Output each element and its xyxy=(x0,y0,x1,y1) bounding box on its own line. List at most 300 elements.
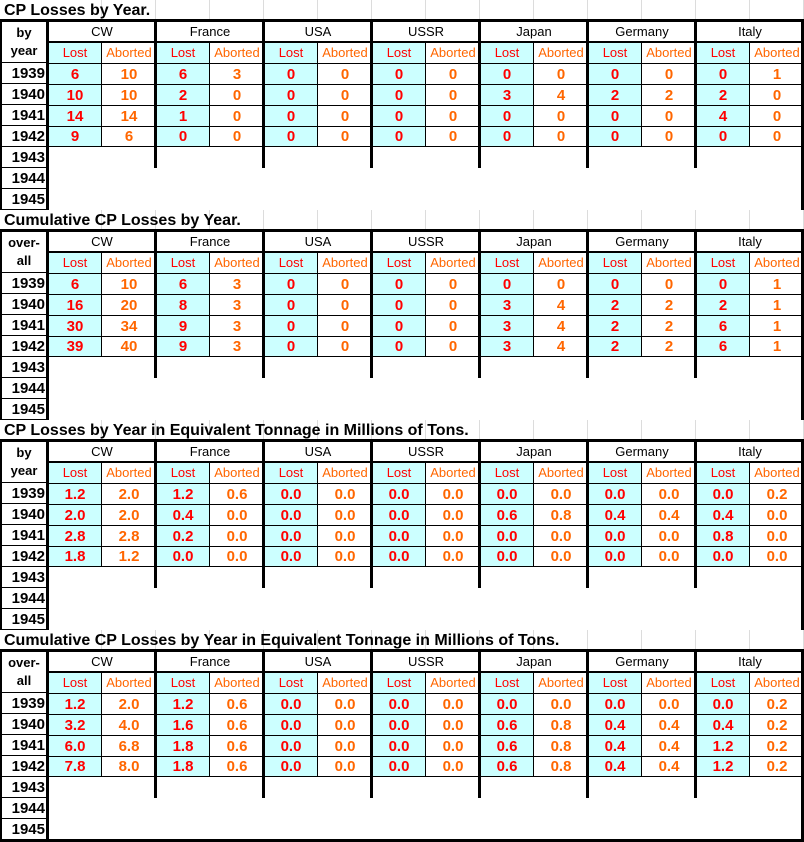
aborted-column-header: Aborted xyxy=(322,465,368,480)
column-divider xyxy=(101,462,102,567)
aborted-column-header: Aborted xyxy=(322,255,368,270)
aborted-column-header: Aborted xyxy=(214,675,260,690)
lost-value-cell: 0.0 xyxy=(588,483,642,504)
year-column-border xyxy=(46,21,49,210)
aborted-value-cell: 0 xyxy=(426,315,480,336)
aborted-column-header: Aborted xyxy=(106,465,152,480)
aborted-value-cell: 3 xyxy=(210,273,264,294)
lost-value-cell: 2 xyxy=(588,336,642,357)
year-label: 1942 xyxy=(0,126,48,147)
lost-value-cell: 2.0 xyxy=(48,504,102,525)
aborted-value-cell: 0.8 xyxy=(534,714,588,735)
aborted-column-header: Aborted xyxy=(214,255,260,270)
lost-value-cell: 0 xyxy=(588,126,642,147)
column-divider xyxy=(101,672,102,777)
aborted-value-cell: 0.0 xyxy=(318,525,372,546)
aborted-value-cell: 0 xyxy=(426,336,480,357)
lost-value-cell: 0 xyxy=(264,336,318,357)
country-header-france: France xyxy=(156,651,264,672)
column-divider xyxy=(749,672,750,777)
lost-value-cell: 1.8 xyxy=(48,546,102,567)
aborted-value-cell: 0 xyxy=(750,84,804,105)
country-header-italy: Italy xyxy=(696,231,804,252)
aborted-column-header: Aborted xyxy=(646,675,692,690)
country-header-france: France xyxy=(156,21,264,42)
lost-column-header: Lost xyxy=(48,42,102,63)
year-label: 1939 xyxy=(0,63,48,84)
country-header-japan: Japan xyxy=(480,21,588,42)
lost-value-cell: 0.6 xyxy=(480,504,534,525)
aborted-value-cell: 0 xyxy=(534,63,588,84)
country-divider xyxy=(154,651,157,798)
lost-value-cell: 10 xyxy=(48,84,102,105)
year-label: 1939 xyxy=(0,483,48,504)
aborted-value-cell: 0.0 xyxy=(534,546,588,567)
lost-value-cell: 0.0 xyxy=(588,525,642,546)
year-label: 1944 xyxy=(0,798,48,819)
lost-column-header: Lost xyxy=(696,42,750,63)
country-divider xyxy=(586,651,589,798)
country-divider xyxy=(154,441,157,588)
column-divider xyxy=(641,672,642,777)
row-header-label-line: by xyxy=(16,24,32,40)
year-column-border xyxy=(46,441,49,630)
lost-value-cell: 0.0 xyxy=(372,525,426,546)
country-divider xyxy=(262,441,265,588)
lost-value-cell: 4 xyxy=(696,105,750,126)
aborted-value-cell: 3 xyxy=(210,336,264,357)
lost-value-cell: 1.2 xyxy=(696,756,750,777)
lost-value-cell: 0 xyxy=(372,315,426,336)
column-divider xyxy=(209,252,210,357)
aborted-value-cell: 0 xyxy=(642,63,696,84)
lost-value-cell: 0.4 xyxy=(588,756,642,777)
year-label: 1941 xyxy=(0,525,48,546)
lost-value-cell: 0 xyxy=(264,315,318,336)
lost-value-cell: 0.6 xyxy=(480,714,534,735)
aborted-value-cell: 2.0 xyxy=(102,693,156,714)
lost-value-cell: 0 xyxy=(264,273,318,294)
aborted-value-cell: 0.0 xyxy=(426,714,480,735)
column-divider xyxy=(425,252,426,357)
column-divider xyxy=(209,462,210,567)
year-label: 1941 xyxy=(0,315,48,336)
header-divider xyxy=(48,252,804,253)
lost-column-header: Lost xyxy=(156,672,210,693)
lost-value-cell: 0.4 xyxy=(696,714,750,735)
aborted-column-header: Aborted xyxy=(322,675,368,690)
lost-value-cell: 0.4 xyxy=(696,504,750,525)
lost-value-cell: 3 xyxy=(480,294,534,315)
aborted-value-cell: 1 xyxy=(750,63,804,84)
year-label: 1942 xyxy=(0,546,48,567)
aborted-value-cell: 0.4 xyxy=(642,735,696,756)
row-header-label xyxy=(0,651,48,693)
aborted-column-header: Aborted xyxy=(646,465,692,480)
lost-value-cell: 3 xyxy=(480,315,534,336)
year-label: 1945 xyxy=(0,609,48,630)
lost-column-header: Lost xyxy=(372,462,426,483)
aborted-value-cell: 0 xyxy=(426,126,480,147)
aborted-value-cell: 0 xyxy=(318,105,372,126)
lost-value-cell: 0.0 xyxy=(372,756,426,777)
lost-value-cell: 14 xyxy=(48,105,102,126)
year-label: 1944 xyxy=(0,588,48,609)
lost-column-header: Lost xyxy=(264,672,318,693)
country-header-germany: Germany xyxy=(588,21,696,42)
year-label: 1942 xyxy=(0,336,48,357)
lost-value-cell: 3.2 xyxy=(48,714,102,735)
aborted-value-cell: 0.2 xyxy=(750,756,804,777)
lost-column-header: Lost xyxy=(588,672,642,693)
country-divider xyxy=(694,651,697,798)
row-header-label-line: year xyxy=(10,42,38,58)
lost-value-cell: 0.0 xyxy=(588,693,642,714)
lost-column-header: Lost xyxy=(372,252,426,273)
country-divider xyxy=(478,231,481,378)
lost-value-cell: 0.0 xyxy=(156,546,210,567)
aborted-value-cell: 34 xyxy=(102,315,156,336)
row-header-label xyxy=(0,441,48,483)
aborted-value-cell: 1 xyxy=(750,336,804,357)
aborted-value-cell: 0 xyxy=(318,273,372,294)
aborted-value-cell: 4 xyxy=(534,336,588,357)
lost-value-cell: 0.0 xyxy=(696,693,750,714)
column-divider xyxy=(749,252,750,357)
aborted-value-cell: 0.0 xyxy=(426,504,480,525)
country-header-france: France xyxy=(156,231,264,252)
aborted-value-cell: 0.0 xyxy=(750,546,804,567)
column-divider xyxy=(749,42,750,147)
aborted-column-header: Aborted xyxy=(538,675,584,690)
column-divider xyxy=(317,672,318,777)
lost-value-cell: 0.0 xyxy=(372,546,426,567)
country-divider xyxy=(262,231,265,378)
country-divider xyxy=(586,441,589,588)
aborted-column-header: Aborted xyxy=(538,45,584,60)
lost-value-cell: 0 xyxy=(372,336,426,357)
aborted-value-cell: 1 xyxy=(750,273,804,294)
lost-value-cell: 2 xyxy=(156,84,210,105)
lost-value-cell: 0 xyxy=(480,63,534,84)
aborted-value-cell: 3 xyxy=(210,315,264,336)
aborted-value-cell: 10 xyxy=(102,63,156,84)
column-divider xyxy=(533,252,534,357)
country-header-ussr: USSR xyxy=(372,231,480,252)
lost-value-cell: 1.2 xyxy=(156,693,210,714)
row-header-label-line: over- xyxy=(8,234,40,250)
aborted-value-cell: 0.2 xyxy=(750,714,804,735)
lost-value-cell: 0 xyxy=(696,126,750,147)
aborted-value-cell: 0.4 xyxy=(642,714,696,735)
lost-value-cell: 0 xyxy=(372,63,426,84)
lost-value-cell: 3 xyxy=(480,336,534,357)
aborted-value-cell: 0 xyxy=(534,126,588,147)
country-header-usa: USA xyxy=(264,441,372,462)
aborted-value-cell: 0 xyxy=(642,105,696,126)
aborted-value-cell: 0 xyxy=(426,273,480,294)
aborted-column-header: Aborted xyxy=(754,675,800,690)
country-divider xyxy=(694,21,697,168)
lost-value-cell: 1.2 xyxy=(48,693,102,714)
aborted-value-cell: 0.2 xyxy=(750,735,804,756)
lost-value-cell: 0.0 xyxy=(264,714,318,735)
lost-value-cell: 0 xyxy=(480,126,534,147)
year-label: 1944 xyxy=(0,168,48,189)
aborted-value-cell: 0.2 xyxy=(750,483,804,504)
lost-value-cell: 6.0 xyxy=(48,735,102,756)
aborted-value-cell: 0.0 xyxy=(426,735,480,756)
aborted-column-header: Aborted xyxy=(106,255,152,270)
country-header-japan: Japan xyxy=(480,441,588,462)
aborted-value-cell: 0.8 xyxy=(534,504,588,525)
aborted-value-cell: 4 xyxy=(534,84,588,105)
aborted-value-cell: 0 xyxy=(318,336,372,357)
header-divider xyxy=(48,462,804,463)
section-border-left xyxy=(0,21,2,210)
country-header-cw: CW xyxy=(48,441,156,462)
aborted-value-cell: 40 xyxy=(102,336,156,357)
aborted-value-cell: 0 xyxy=(318,126,372,147)
lost-value-cell: 0.0 xyxy=(480,693,534,714)
lost-column-header: Lost xyxy=(588,42,642,63)
lost-value-cell: 0 xyxy=(696,63,750,84)
section-top-border xyxy=(0,19,804,22)
aborted-column-header: Aborted xyxy=(430,675,476,690)
aborted-value-cell: 0.0 xyxy=(534,693,588,714)
aborted-value-cell: 6.8 xyxy=(102,735,156,756)
column-divider xyxy=(209,672,210,777)
year-label: 1944 xyxy=(0,378,48,399)
lost-value-cell: 1.8 xyxy=(156,756,210,777)
lost-value-cell: 0.0 xyxy=(264,525,318,546)
lost-value-cell: 2 xyxy=(696,294,750,315)
lost-value-cell: 1 xyxy=(156,105,210,126)
aborted-column-header: Aborted xyxy=(430,45,476,60)
row-header-label-line: all xyxy=(16,252,32,268)
country-header-ussr: USSR xyxy=(372,651,480,672)
country-header-cw: CW xyxy=(48,21,156,42)
lost-value-cell: 0.0 xyxy=(264,735,318,756)
aborted-value-cell: 6 xyxy=(102,126,156,147)
aborted-value-cell: 0.4 xyxy=(642,756,696,777)
lost-value-cell: 1.2 xyxy=(48,483,102,504)
lost-column-header: Lost xyxy=(696,672,750,693)
aborted-column-header: Aborted xyxy=(538,255,584,270)
aborted-column-header: Aborted xyxy=(430,255,476,270)
country-header-germany: Germany xyxy=(588,231,696,252)
lost-column-header: Lost xyxy=(156,462,210,483)
aborted-column-header: Aborted xyxy=(754,465,800,480)
aborted-column-header: Aborted xyxy=(754,255,800,270)
country-divider xyxy=(694,441,697,588)
lost-value-cell: 2 xyxy=(588,84,642,105)
row-header-label xyxy=(0,21,48,63)
country-header-usa: USA xyxy=(264,21,372,42)
lost-value-cell: 0 xyxy=(264,105,318,126)
lost-value-cell: 0 xyxy=(264,294,318,315)
lost-column-header: Lost xyxy=(696,462,750,483)
year-label: 1945 xyxy=(0,399,48,420)
column-divider xyxy=(101,252,102,357)
aborted-value-cell: 0 xyxy=(426,63,480,84)
country-header-japan: Japan xyxy=(480,651,588,672)
lost-value-cell: 1.6 xyxy=(156,714,210,735)
aborted-value-cell: 4 xyxy=(534,294,588,315)
column-divider xyxy=(641,462,642,567)
lost-value-cell: 0.4 xyxy=(588,714,642,735)
lost-column-header: Lost xyxy=(48,672,102,693)
lost-value-cell: 0.6 xyxy=(480,735,534,756)
lost-value-cell: 0.4 xyxy=(588,735,642,756)
aborted-value-cell: 0.0 xyxy=(210,546,264,567)
aborted-value-cell: 2 xyxy=(642,315,696,336)
aborted-value-cell: 4.0 xyxy=(102,714,156,735)
aborted-value-cell: 0.0 xyxy=(426,756,480,777)
country-divider xyxy=(262,21,265,168)
country-divider xyxy=(370,231,373,378)
lost-value-cell: 0.4 xyxy=(156,504,210,525)
section-top-border xyxy=(0,439,804,442)
column-divider xyxy=(533,672,534,777)
lost-value-cell: 0.0 xyxy=(372,714,426,735)
country-divider xyxy=(478,21,481,168)
country-header-ussr: USSR xyxy=(372,21,480,42)
lost-value-cell: 9 xyxy=(156,315,210,336)
aborted-column-header: Aborted xyxy=(322,45,368,60)
aborted-value-cell: 0.8 xyxy=(534,735,588,756)
lost-value-cell: 0 xyxy=(264,84,318,105)
aborted-value-cell: 0.4 xyxy=(642,504,696,525)
lost-value-cell: 0 xyxy=(480,273,534,294)
aborted-value-cell: 0.0 xyxy=(318,483,372,504)
lost-value-cell: 0.0 xyxy=(372,483,426,504)
country-divider xyxy=(154,231,157,378)
lost-value-cell: 0.0 xyxy=(264,756,318,777)
year-label: 1943 xyxy=(0,147,48,168)
country-divider xyxy=(586,231,589,378)
country-header-japan: Japan xyxy=(480,231,588,252)
column-divider xyxy=(641,252,642,357)
year-column-border xyxy=(46,231,49,420)
aborted-value-cell: 10 xyxy=(102,84,156,105)
section-title: CP Losses by Year. xyxy=(4,1,151,19)
aborted-column-header: Aborted xyxy=(646,255,692,270)
lost-value-cell: 8 xyxy=(156,294,210,315)
aborted-column-header: Aborted xyxy=(214,45,260,60)
aborted-value-cell: 0.0 xyxy=(750,504,804,525)
lost-value-cell: 6 xyxy=(48,63,102,84)
column-divider xyxy=(533,42,534,147)
country-header-italy: Italy xyxy=(696,21,804,42)
aborted-value-cell: 0.6 xyxy=(210,756,264,777)
aborted-value-cell: 0.6 xyxy=(210,735,264,756)
lost-value-cell: 0 xyxy=(264,126,318,147)
lost-column-header: Lost xyxy=(264,252,318,273)
aborted-value-cell: 0.6 xyxy=(210,714,264,735)
aborted-value-cell: 4 xyxy=(534,315,588,336)
aborted-value-cell: 10 xyxy=(102,273,156,294)
lost-value-cell: 0 xyxy=(588,105,642,126)
aborted-value-cell: 0.0 xyxy=(642,483,696,504)
year-label: 1943 xyxy=(0,357,48,378)
lost-value-cell: 1.2 xyxy=(156,483,210,504)
lost-value-cell: 0.0 xyxy=(372,693,426,714)
lost-value-cell: 7.8 xyxy=(48,756,102,777)
lost-value-cell: 0.0 xyxy=(696,483,750,504)
aborted-column-header: Aborted xyxy=(538,465,584,480)
country-header-germany: Germany xyxy=(588,441,696,462)
lost-column-header: Lost xyxy=(264,462,318,483)
lost-value-cell: 0.0 xyxy=(696,546,750,567)
year-column-border xyxy=(46,651,49,840)
column-divider xyxy=(317,252,318,357)
lost-column-header: Lost xyxy=(480,672,534,693)
aborted-value-cell: 2.0 xyxy=(102,504,156,525)
aborted-value-cell: 0 xyxy=(318,63,372,84)
lost-value-cell: 16 xyxy=(48,294,102,315)
lost-value-cell: 0.0 xyxy=(480,525,534,546)
aborted-column-header: Aborted xyxy=(430,465,476,480)
section-top-border xyxy=(0,649,804,652)
aborted-value-cell: 0 xyxy=(318,84,372,105)
year-label: 1940 xyxy=(0,504,48,525)
aborted-value-cell: 0.0 xyxy=(426,546,480,567)
lost-column-header: Lost xyxy=(48,462,102,483)
year-label: 1945 xyxy=(0,189,48,210)
column-divider xyxy=(317,462,318,567)
aborted-value-cell: 2 xyxy=(642,294,696,315)
country-divider xyxy=(370,21,373,168)
column-divider xyxy=(749,462,750,567)
year-label: 1939 xyxy=(0,273,48,294)
country-header-ussr: USSR xyxy=(372,441,480,462)
aborted-column-header: Aborted xyxy=(214,465,260,480)
lost-value-cell: 6 xyxy=(156,273,210,294)
country-header-cw: CW xyxy=(48,231,156,252)
lost-value-cell: 0 xyxy=(480,105,534,126)
lost-value-cell: 0.0 xyxy=(480,546,534,567)
aborted-value-cell: 0.0 xyxy=(210,525,264,546)
section-title: Cumulative CP Losses by Year in Equivalent Tonnage in Millions of Tons. xyxy=(4,631,560,649)
column-divider xyxy=(425,42,426,147)
aborted-value-cell: 2 xyxy=(642,84,696,105)
lost-value-cell: 0.0 xyxy=(588,546,642,567)
aborted-value-cell: 0 xyxy=(642,273,696,294)
lost-value-cell: 0 xyxy=(372,105,426,126)
lost-value-cell: 0.8 xyxy=(696,525,750,546)
aborted-value-cell: 1 xyxy=(750,294,804,315)
lost-value-cell: 0.0 xyxy=(264,693,318,714)
aborted-value-cell: 0 xyxy=(210,105,264,126)
aborted-value-cell: 0 xyxy=(426,294,480,315)
aborted-value-cell: 8.0 xyxy=(102,756,156,777)
aborted-value-cell: 0.0 xyxy=(318,546,372,567)
aborted-value-cell: 3 xyxy=(210,63,264,84)
section-title: Cumulative CP Losses by Year. xyxy=(4,211,241,229)
lost-value-cell: 0 xyxy=(588,273,642,294)
country-header-usa: USA xyxy=(264,231,372,252)
column-divider xyxy=(425,672,426,777)
lost-column-header: Lost xyxy=(48,252,102,273)
aborted-value-cell: 0.6 xyxy=(210,483,264,504)
lost-column-header: Lost xyxy=(480,252,534,273)
lost-value-cell: 0 xyxy=(264,63,318,84)
lost-value-cell: 0.2 xyxy=(156,525,210,546)
column-divider xyxy=(533,462,534,567)
lost-value-cell: 0.0 xyxy=(264,546,318,567)
aborted-value-cell: 2.8 xyxy=(102,525,156,546)
